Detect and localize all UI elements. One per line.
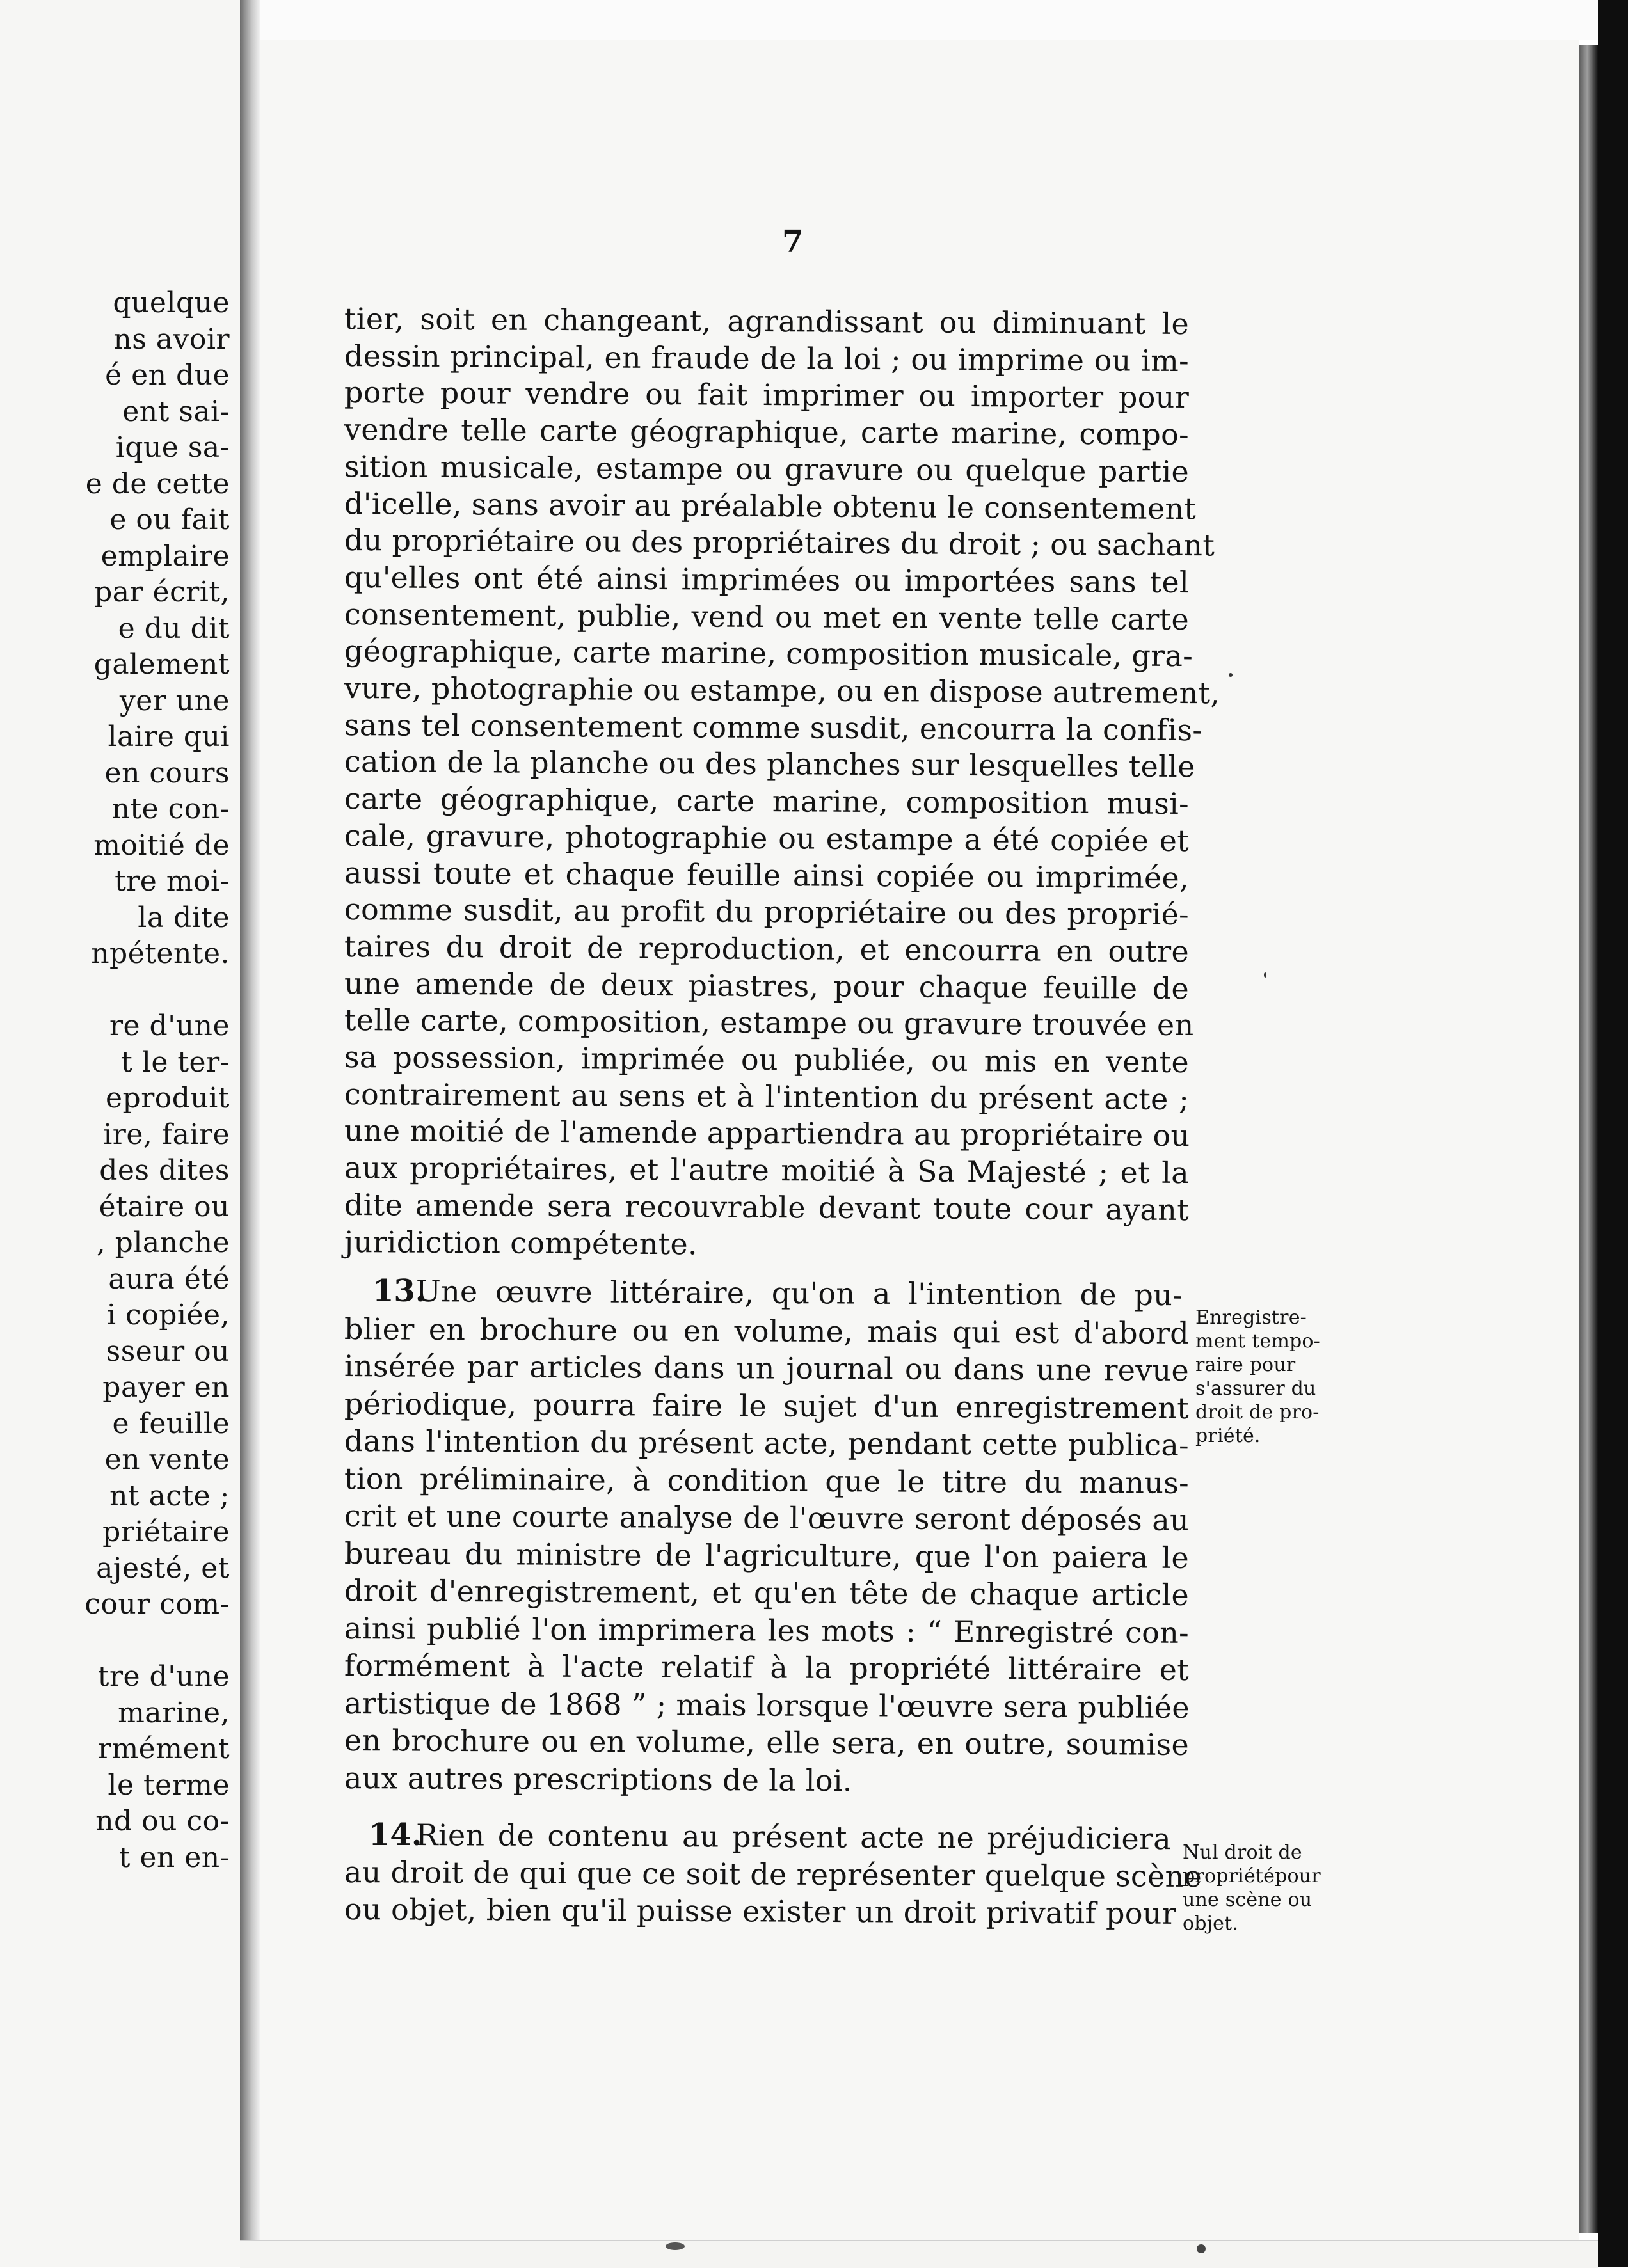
text-line: droit d'enregistrement, et qu'en tête de chaque article bbox=[344, 1573, 1190, 1612]
text-line: juridiction compétente. bbox=[344, 1224, 698, 1261]
fragment-line: npétente. bbox=[91, 937, 230, 970]
text-line: aux propriétaires, et l'autre moitié à Sa Majesté ; et la bbox=[344, 1150, 1190, 1191]
fragment-line: re d'une bbox=[109, 1010, 230, 1042]
fragment-line: e feuille bbox=[112, 1407, 230, 1440]
fragment-line: eproduit bbox=[106, 1082, 230, 1114]
fragment-line: payer en bbox=[102, 1371, 230, 1404]
text-line: taires du droit de reproduction, et encourra en outre bbox=[344, 928, 1190, 969]
page-number: 7 bbox=[782, 224, 804, 260]
text-line: dans l'intention du présent acte, pendant cette publica- bbox=[344, 1423, 1190, 1463]
fragment-line: priétaire bbox=[102, 1516, 230, 1548]
text-line: blier en brochure ou en volume, mais qui est d'abord bbox=[344, 1311, 1190, 1351]
fragment-line: quelque bbox=[113, 287, 230, 319]
fragment-line: moitié de bbox=[93, 829, 230, 862]
text-line: cale, gravure, photographie ou estampe a été copiée et bbox=[344, 818, 1190, 858]
text-line: telle carte, composition, estampe ou gravure trouvée en bbox=[344, 1003, 1194, 1043]
text-line: formément à l'acte relatif à la propriété littéraire et bbox=[344, 1648, 1190, 1687]
fragment-line: nd ou co- bbox=[95, 1805, 230, 1837]
fragment-line: sseur ou bbox=[106, 1335, 230, 1368]
fragment-line: aura été bbox=[108, 1262, 230, 1296]
text-line: tion préliminaire, à condition que le titre du manus- bbox=[344, 1461, 1190, 1500]
text-line: contrairement au sens et à l'intention du présent acte ; bbox=[344, 1076, 1190, 1116]
fragment-line: étaire ou bbox=[99, 1190, 230, 1223]
text-line: Rien de contenu au présent acte ne préjudiciera bbox=[415, 1818, 1172, 1857]
fragment-line: en cours bbox=[104, 756, 230, 789]
fragment-line: en vente bbox=[104, 1443, 230, 1476]
section-number: 13. bbox=[372, 1273, 426, 1309]
text-line: crit et une courte analyse de l'œuvre seront déposés au bbox=[344, 1498, 1190, 1537]
text-line: carte géographique, carte marine, composition musi- bbox=[344, 781, 1190, 821]
fragment-line: laire qui bbox=[108, 720, 230, 753]
fragment-line: i copiée, bbox=[107, 1299, 230, 1331]
text-line: d'icelle, sans avoir au préalable obtenu le consentement bbox=[344, 486, 1197, 526]
scan-speck bbox=[666, 2242, 685, 2250]
text-line: dessin principal, en fraude de la loi ; ou imprime ou im- bbox=[344, 338, 1190, 378]
fragment-line: ique sa- bbox=[115, 431, 230, 464]
scan-speck bbox=[1197, 2244, 1206, 2253]
margin-note-line: une scène ou bbox=[1183, 1889, 1313, 1911]
text-line: périodique, pourra faire le sujet d'un enregistrement bbox=[344, 1386, 1190, 1425]
text-line: vure, photographie ou estampe, ou en dispose autrement, bbox=[344, 670, 1220, 711]
margin-note-line: Nul droit de bbox=[1183, 1841, 1302, 1864]
text-line: tier, soit en changeant, agrandissant ou diminuant le bbox=[344, 301, 1190, 342]
page-bottom-edge bbox=[240, 2240, 1598, 2268]
text-line: bureau du ministre de l'agriculture, que l'on paiera le bbox=[344, 1535, 1190, 1575]
fragment-line: é en due bbox=[105, 359, 230, 392]
text-line: artistique de 1868 ” ; mais lorsque l'œuvre sera publiée bbox=[344, 1685, 1190, 1725]
text-line: sition musicale, estampe ou gravure ou quelque partie bbox=[344, 448, 1190, 489]
fragment-line: ajesté, et bbox=[96, 1551, 230, 1585]
fragment-line: , planche bbox=[96, 1226, 230, 1259]
text-line: vendre telle carte géographique, carte marine, compo- bbox=[344, 412, 1190, 452]
margin-note-line: Enregistre- bbox=[1195, 1306, 1307, 1329]
scan-speck bbox=[1264, 972, 1266, 978]
text-line: une amende de deux piastres, pour chaque feuille de bbox=[344, 965, 1190, 1006]
page-top-edge bbox=[260, 0, 1598, 40]
fragment-line: ent sai- bbox=[122, 395, 230, 428]
section-number: 14. bbox=[369, 1817, 422, 1853]
fragment-line: emplaire bbox=[100, 539, 230, 573]
margin-note-line: propriétépour bbox=[1183, 1865, 1321, 1887]
text-line: consentement, publie, vend ou met en vente telle carte bbox=[344, 596, 1190, 637]
book-gutter bbox=[240, 0, 260, 2267]
previous-page-fragment bbox=[0, 0, 241, 2267]
text-line: aux autres prescriptions de la loi. bbox=[344, 1760, 852, 1798]
text-line: aussi toute et chaque feuille ainsi copiée ou imprimée, bbox=[344, 855, 1190, 895]
text-line: sans tel consentement comme susdit, encourra la confis- bbox=[344, 707, 1203, 747]
text-line: comme susdit, au profit du propriétaire ou des proprié- bbox=[344, 892, 1190, 932]
fragment-line: marine, bbox=[118, 1696, 230, 1729]
fragment-line: e de cette bbox=[85, 467, 230, 500]
text-line: du propriétaire ou des propriétaires du droit ; ou sachant bbox=[344, 523, 1215, 563]
fragment-line: des dites bbox=[99, 1154, 230, 1187]
text-line: qu'elles ont été ainsi imprimées ou importées sans tel bbox=[344, 559, 1190, 599]
text-line: sa possession, imprimée ou publiée, ou mis en vente bbox=[344, 1040, 1190, 1080]
text-line: dite amende sera recouvrable devant toute cour ayant bbox=[344, 1187, 1190, 1227]
fragment-line: t en en- bbox=[118, 1841, 230, 1874]
fragment-line: le terme bbox=[108, 1768, 230, 1802]
scan-border-right bbox=[1598, 0, 1628, 2267]
fragment-line: cour com- bbox=[84, 1588, 230, 1621]
text-line: en brochure ou en volume, elle sera, en outre, soumise bbox=[344, 1723, 1190, 1762]
text-line: ainsi publié l'on imprimera les mots : “ Enregistré con- bbox=[344, 1610, 1190, 1650]
margin-note-line: priété. bbox=[1195, 1425, 1261, 1447]
margin-note-line: objet. bbox=[1183, 1912, 1239, 1935]
fragment-line: galement bbox=[93, 648, 230, 681]
fragment-line: nt acte ; bbox=[109, 1479, 230, 1512]
text-line: une moitié de l'amende appartiendra au propriétaire ou bbox=[344, 1113, 1190, 1154]
fragment-line: ire, faire bbox=[103, 1118, 230, 1151]
text-line: insérée par articles dans un journal ou dans une revue bbox=[344, 1349, 1190, 1388]
scan-speck bbox=[1229, 673, 1233, 677]
text-line: cation de la planche ou des planches sur lesquelles telle bbox=[344, 744, 1195, 784]
fragment-line: par écrit, bbox=[94, 576, 230, 608]
fragment-line: e ou fait bbox=[109, 504, 230, 536]
margin-note-line: ment tempo- bbox=[1195, 1330, 1320, 1352]
fragment-line: t le ter- bbox=[121, 1045, 230, 1079]
fragment-line: yer une bbox=[119, 684, 230, 717]
fragment-line: tre d'une bbox=[97, 1660, 230, 1693]
margin-note-line: raire pour bbox=[1195, 1354, 1296, 1376]
fragment-line: la dite bbox=[138, 901, 230, 934]
fragment-line: e du dit bbox=[118, 612, 230, 645]
text-line: ou objet, bien qu'il puisse exister un droit privatif pour bbox=[344, 1892, 1177, 1931]
fragment-line: rmément bbox=[97, 1733, 230, 1765]
text-line: porte pour vendre ou fait imprimer ou importer pour bbox=[344, 375, 1190, 415]
margin-note-line: droit de pro- bbox=[1195, 1401, 1320, 1423]
margin-note-line: s'assurer du bbox=[1195, 1377, 1316, 1400]
fragment-line: ns avoir bbox=[113, 322, 230, 356]
fragment-line: nte con- bbox=[111, 793, 230, 825]
text-line: au droit de qui que ce soit de représenter quelque scène bbox=[344, 1855, 1202, 1894]
page-right-edge bbox=[1579, 45, 1598, 2233]
text-line: Une œuvre littéraire, qu'on a l'intention de pu- bbox=[415, 1274, 1183, 1313]
fragment-line: tre moi- bbox=[115, 865, 230, 898]
text-line: géographique, carte marine, composition musicale, gra- bbox=[344, 633, 1193, 674]
